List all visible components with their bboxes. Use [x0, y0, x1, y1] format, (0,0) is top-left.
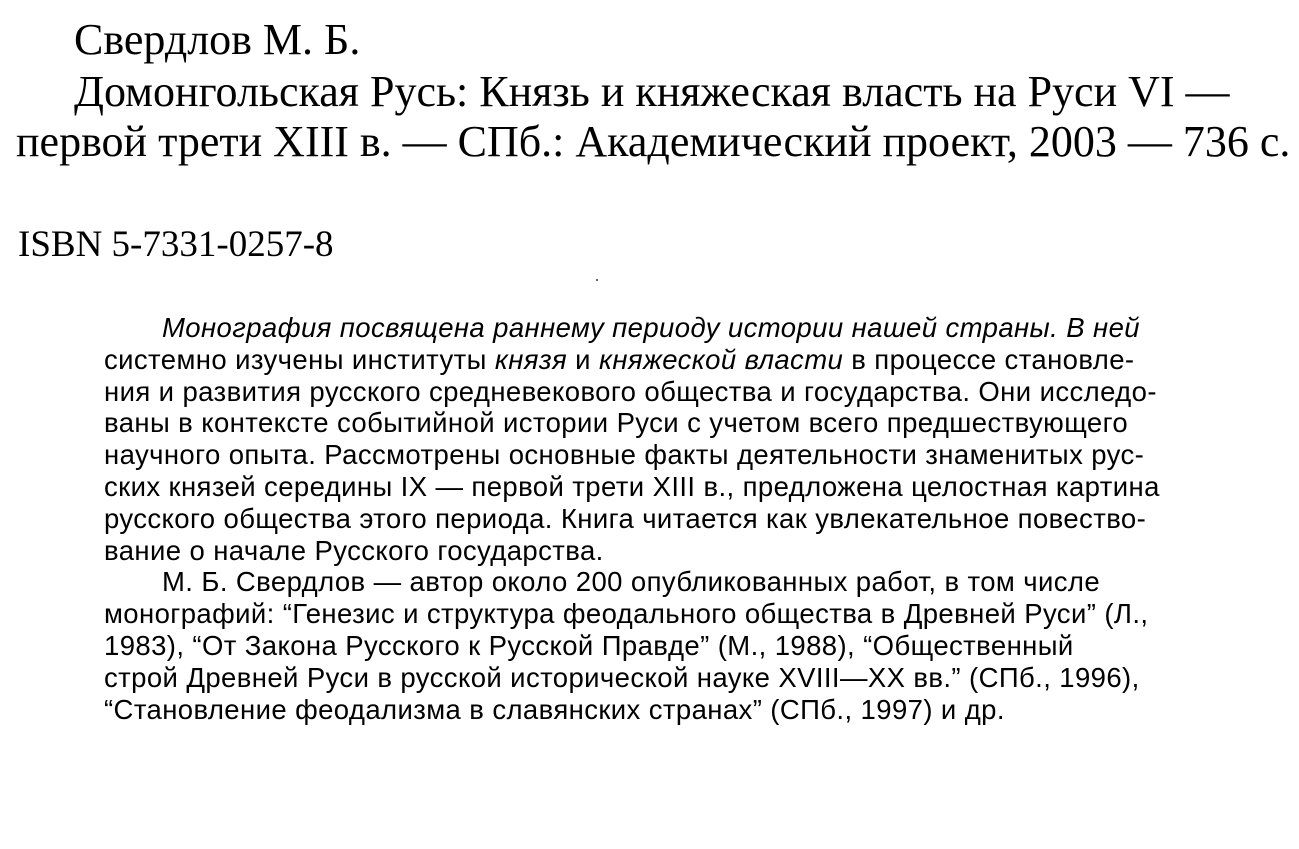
- print-speck: [596, 279, 598, 281]
- abstract-emphasis: князя: [494, 343, 568, 375]
- abstract-line: монографий: “Генезис и структура феодального общества в Древней Руси” (Л.,: [104, 598, 1149, 630]
- abstract-line: 1983), “От Закона Русского к Русской Правде” (М., 1988), “Общественный: [104, 629, 1074, 661]
- abstract: [104, 312, 1299, 725]
- abstract-emphasis: княжеской власти: [598, 343, 844, 375]
- abstract-text: системно изучены институты: [104, 343, 495, 375]
- book-title-line-1: Домонгольская Русь: Князь и княжеская власть на Руси VI —: [74, 67, 1230, 116]
- abstract-line: научного опыта. Рассмотрены основные факты деятельности знаменитых рус-: [104, 439, 1145, 471]
- isbn: ISBN 5-7331-0257-8: [18, 224, 334, 265]
- book-title-line-2: первой трети XIII в. — СПб.: Академический проект, 2003 — 736 с.: [16, 117, 1291, 166]
- abstract-line: ских князей середины IX — первой трети XIII в., предложена целостная картина: [104, 470, 1160, 502]
- author-name: Свердлов М. Б.: [74, 15, 361, 64]
- abstract-line: строй Древней Руси в русской исторической науке XVIII—XX вв.” (СПб., 1996),: [104, 661, 1140, 693]
- abstract-line: вание о начале Русского государства.: [104, 534, 604, 566]
- abstract-line-italic: Монография посвящена раннему периоду истории нашей страны. В ней: [162, 312, 1140, 343]
- abstract-line: [104, 344, 1299, 376]
- abstract-line: “Становление феодализма в славянских странах” (СПб., 1997) и др.: [104, 693, 1005, 725]
- abstract-line: ваны в контексте событийной истории Руси с учетом всего предшествующего: [104, 407, 1129, 439]
- abstract-text: в процессе становле-: [843, 343, 1135, 375]
- abstract-line: [104, 312, 1299, 344]
- abstract-line: ния и развития русского средневекового общества и государства. Они исследо-: [104, 375, 1157, 407]
- abstract-line: М. Б. Свердлов — автор около 200 опубликованных работ, в том числе: [162, 566, 1101, 598]
- abstract-text: и: [567, 343, 599, 375]
- abstract-line: русского общества этого периода. Книга читается как увлекательное повество-: [104, 502, 1147, 534]
